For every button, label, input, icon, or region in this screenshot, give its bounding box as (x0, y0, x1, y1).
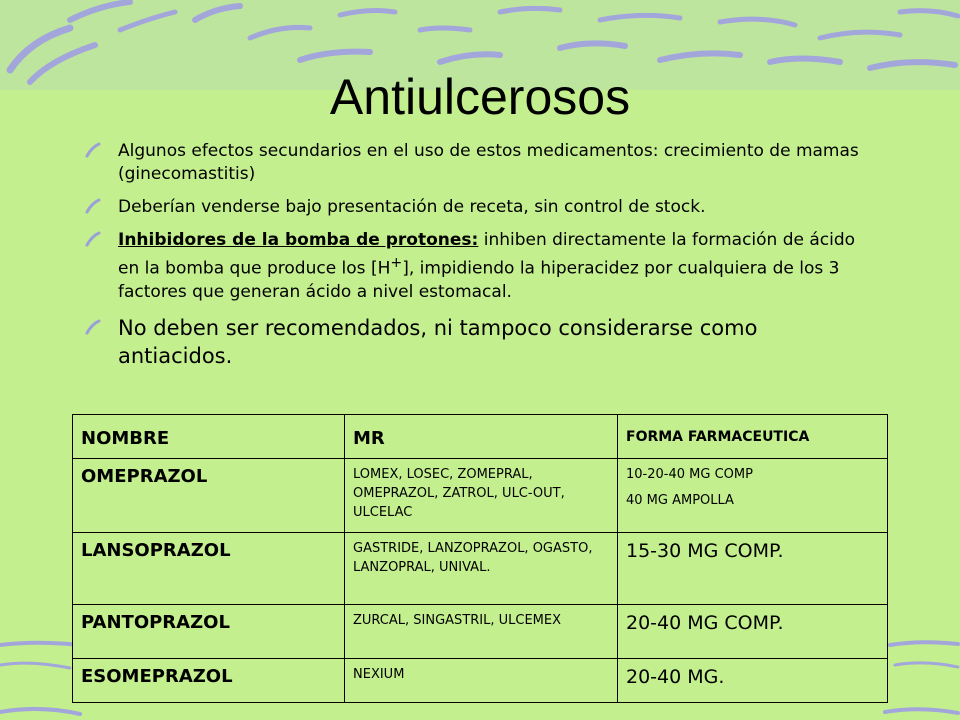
table-row (73, 659, 888, 703)
header-forma-farmaceutica: FORMA FARMACEUTICA (618, 415, 888, 459)
cell-name: PANTOPRAZOL (73, 605, 345, 659)
superscript-plus: + (390, 255, 403, 271)
medication-table (72, 414, 888, 703)
table-row (73, 459, 888, 533)
bullet-text: Deberían venderse bajo presentación de receta, sin control de stock. (118, 197, 706, 217)
bullet-item (84, 229, 874, 304)
bullet-item (84, 314, 874, 370)
cell-forms: 20-40 MG COMP. (618, 605, 888, 659)
table-header-row (73, 415, 888, 459)
bullet-text: Algunos efectos secundarios en el uso de estos medicamentos: crecimiento de mamas (ginecomastitis) (118, 141, 859, 184)
cell-forms (618, 459, 888, 533)
cell-forms: 20-40 MG. (618, 659, 888, 703)
leaf-bullet-icon (84, 198, 102, 214)
header-nombre: NOMBRE (73, 415, 345, 459)
bullet-text: No deben ser recomendados, ni tampoco considerarse como antiacidos. (118, 315, 758, 368)
cell-brands: ZURCAL, SINGASTRIL, ULCEMEX (345, 605, 618, 659)
leaf-bullet-icon (84, 319, 102, 335)
bullet-text: inhiben directamente la formación de ácido en la bomba que produce los [H (118, 230, 856, 279)
cell-name: ESOMEPRAZOL (73, 659, 345, 703)
table-row (73, 533, 888, 605)
leaf-bullet-icon (84, 142, 102, 158)
cell-brands: GASTRIDE, LANZOPRAZOL, OGASTO, LANZOPRAL, UNIVAL. (345, 533, 618, 605)
bullet-item (84, 196, 874, 219)
cell-name: OMEPRAZOL (73, 459, 345, 533)
bullet-text-continued: ], impidiendo la hiperacidez por cualquiera de los 3 factores que generan ácido a nivel estomacal. (118, 258, 840, 302)
form-item: 10-20-40 MG COMP (626, 467, 753, 482)
cell-brands: LOMEX, LOSEC, ZOMEPRAL, OMEPRAZOL, ZATROL, ULC-OUT, ULCELAC (345, 459, 618, 533)
cell-name: LANSOPRAZOL (73, 533, 345, 605)
table-row (73, 605, 888, 659)
form-item: 40 MG AMPOLLA (626, 493, 734, 508)
leaf-bullet-icon (84, 231, 102, 247)
bullet-term: Inhibidores de la bomba de protones: (118, 230, 479, 250)
bullet-item (84, 140, 874, 186)
bullet-list (84, 140, 874, 370)
header-mr: MR (345, 415, 618, 459)
cell-forms: 15-30 MG COMP. (618, 533, 888, 605)
slide-title: Antiulcerosos (329, 69, 631, 125)
cell-brands: NEXIUM (345, 659, 618, 703)
